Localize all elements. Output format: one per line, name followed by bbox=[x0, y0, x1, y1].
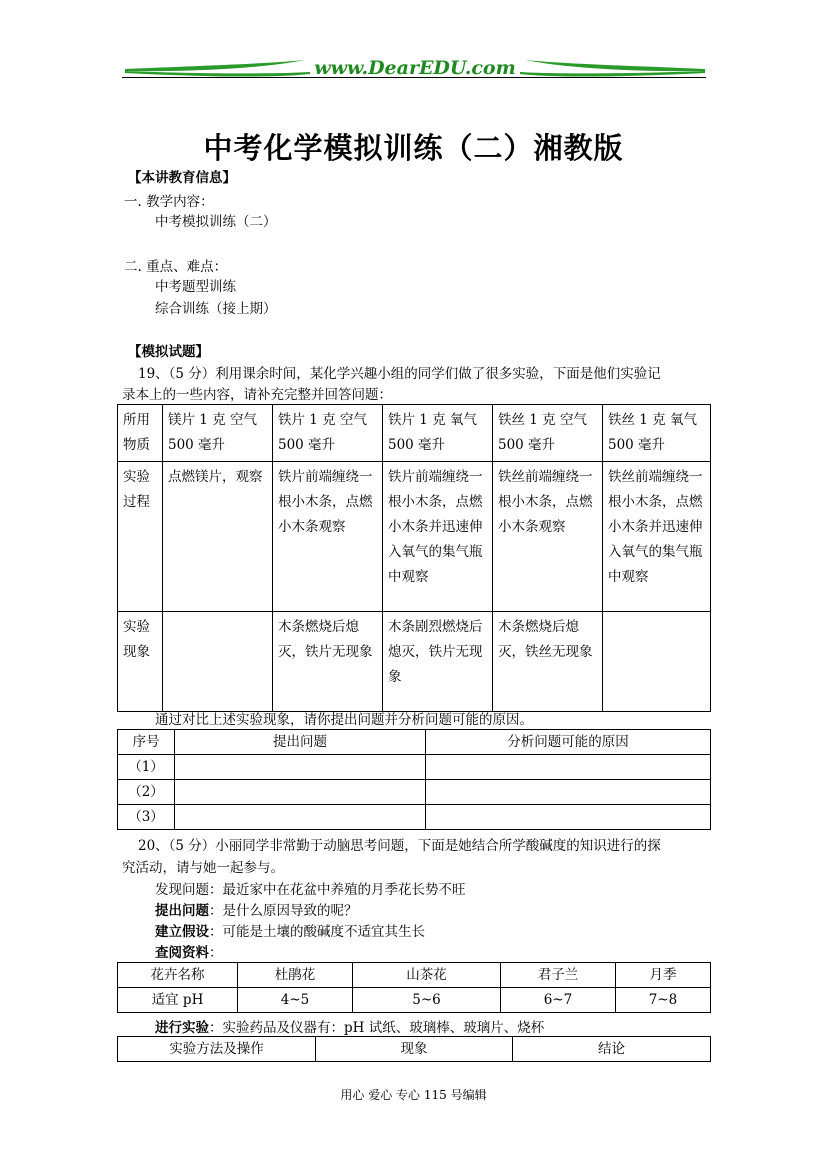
info-item2-line2: 综合训练（接上期） bbox=[155, 301, 277, 317]
table-row bbox=[118, 730, 711, 755]
page-footer: 用心 爱心 专心 115 号编辑 bbox=[340, 1088, 487, 1102]
reason-cell[interactable] bbox=[426, 805, 711, 830]
table-row bbox=[118, 405, 711, 462]
column-header: 结论 bbox=[513, 1037, 711, 1062]
q20-ref-label: 查阅资料 bbox=[155, 945, 209, 961]
q20-find: 发现问题：最近家中在花盆中养殖的月季花长势不旺 bbox=[155, 882, 466, 898]
table-row bbox=[118, 612, 711, 712]
q19-line2: 录本上的一些内容，请补充完整并回答问题： bbox=[122, 387, 392, 403]
q20-hyp-label: 建立假设 bbox=[155, 924, 209, 940]
material-cell: 铁片 1 克 氧气 500 毫升 bbox=[383, 405, 493, 462]
row-number: （2） bbox=[118, 780, 175, 805]
q20-line1: 20、（5 分）小丽同学非常勤于动脑思考问题，下面是她结合所学酸碱度的知识进行的探 bbox=[138, 838, 661, 854]
question-cell[interactable] bbox=[175, 805, 426, 830]
table-row bbox=[118, 462, 711, 612]
row-label: 实验现象 bbox=[118, 612, 163, 712]
site-name: www.DearEDU.com bbox=[314, 57, 516, 79]
row-number: （3） bbox=[118, 805, 175, 830]
q20-hypothesis bbox=[155, 920, 425, 940]
material-cell: 铁丝 1 克 氧气 500 毫升 bbox=[603, 405, 711, 462]
info-heading: 【本讲教育信息】 bbox=[128, 170, 236, 186]
experiment-table bbox=[117, 404, 711, 712]
question-cell[interactable] bbox=[175, 755, 426, 780]
column-header: 序号 bbox=[118, 730, 175, 755]
question-analysis-table bbox=[117, 729, 711, 830]
reason-cell[interactable] bbox=[426, 780, 711, 805]
process-cell: 铁丝前端缠绕一根小木条，点燃小木条并迅速伸入氧气的集气瓶中观察 bbox=[603, 462, 711, 612]
flower-ph-table bbox=[117, 962, 711, 1013]
mock-heading: 【模拟试题】 bbox=[128, 344, 209, 360]
row-label: 实验过程 bbox=[118, 462, 163, 612]
process-cell: 点燃镁片，观察 bbox=[163, 462, 273, 612]
table-cell: 4~5 bbox=[238, 988, 353, 1013]
table-row bbox=[118, 755, 711, 780]
q20-ask-text: ：是什么原因导致的呢？ bbox=[209, 903, 358, 919]
q20-line2: 究活动，请与她一起参与。 bbox=[122, 860, 284, 876]
row-label: 所用物质 bbox=[118, 405, 163, 462]
page-title: 中考化学模拟训练（二）湘教版 bbox=[203, 131, 624, 165]
process-cell: 铁丝前端缠绕一根小木条，点燃小木条观察 bbox=[493, 462, 603, 612]
q20-reference bbox=[155, 941, 223, 961]
table-cell: 花卉名称 bbox=[118, 963, 238, 988]
table-cell: 5~6 bbox=[353, 988, 501, 1013]
table-row bbox=[118, 963, 711, 988]
q20-ask-label: 提出问题 bbox=[155, 903, 209, 919]
table-row bbox=[118, 805, 711, 830]
row-number: （1） bbox=[118, 755, 175, 780]
q20-ask bbox=[155, 899, 358, 919]
column-header: 分析问题可能的原因 bbox=[426, 730, 711, 755]
column-header: 现象 bbox=[316, 1037, 513, 1062]
info-item1-label: 一. 教学内容： bbox=[124, 194, 214, 210]
table-cell: 山茶花 bbox=[353, 963, 501, 988]
material-cell: 铁丝 1 克 空气 500 毫升 bbox=[493, 405, 603, 462]
phenomenon-cell bbox=[603, 612, 711, 712]
table-row bbox=[118, 988, 711, 1013]
q20-hyp-text: ：可能是土壤的酸碱度不适宜其生长 bbox=[209, 924, 425, 940]
column-header: 实验方法及操作 bbox=[118, 1037, 316, 1062]
table-cell: 月季 bbox=[616, 963, 711, 988]
q19-line1: 19、（5 分）利用课余时间，某化学兴趣小组的同学们做了很多实验，下面是他们实验记 bbox=[138, 366, 661, 382]
phenomenon-cell: 木条剧烈燃烧后熄灭，铁片无现象 bbox=[383, 612, 493, 712]
header-rule bbox=[122, 77, 706, 78]
process-cell: 铁片前端缠绕一根小木条，点燃小木条观察 bbox=[273, 462, 383, 612]
reason-cell[interactable] bbox=[426, 755, 711, 780]
table-cell: 适宜 pH bbox=[118, 988, 238, 1013]
experiment-method-table bbox=[117, 1036, 711, 1062]
phenomenon-cell: 木条燃烧后熄灭，铁片无现象 bbox=[273, 612, 383, 712]
q20-experiment bbox=[155, 1016, 544, 1036]
q20-exp-label: 进行实验 bbox=[155, 1020, 209, 1036]
phenomenon-cell: 木条燃烧后熄灭，铁丝无现象 bbox=[493, 612, 603, 712]
table-cell: 君子兰 bbox=[501, 963, 616, 988]
phenomenon-cell bbox=[163, 612, 273, 712]
info-item2-label: 二. 重点、难点： bbox=[124, 259, 228, 275]
table-row bbox=[118, 1037, 711, 1062]
table-cell: 杜鹃花 bbox=[238, 963, 353, 988]
table-cell: 7~8 bbox=[616, 988, 711, 1013]
column-header: 提出问题 bbox=[175, 730, 426, 755]
material-cell: 铁片 1 克 空气 500 毫升 bbox=[273, 405, 383, 462]
table-cell: 6~7 bbox=[501, 988, 616, 1013]
info-item1-text: 中考模拟训练（二） bbox=[155, 214, 277, 230]
material-cell: 镁片 1 克 空气 500 毫升 bbox=[163, 405, 273, 462]
q20-exp-text: ：实验药品及仪器有：pH 试纸、玻璃棒、玻璃片、烧杯 bbox=[209, 1020, 545, 1036]
info-item2-line1: 中考题型训练 bbox=[155, 279, 236, 295]
q19-prompt: 通过对比上述实验现象，请你提出问题并分析问题可能的原因。 bbox=[155, 712, 533, 728]
process-cell: 铁片前端缠绕一根小木条，点燃小木条并迅速伸入氧气的集气瓶中观察 bbox=[383, 462, 493, 612]
table-row bbox=[118, 780, 711, 805]
q20-ref-text: ： bbox=[209, 945, 223, 961]
question-cell[interactable] bbox=[175, 780, 426, 805]
